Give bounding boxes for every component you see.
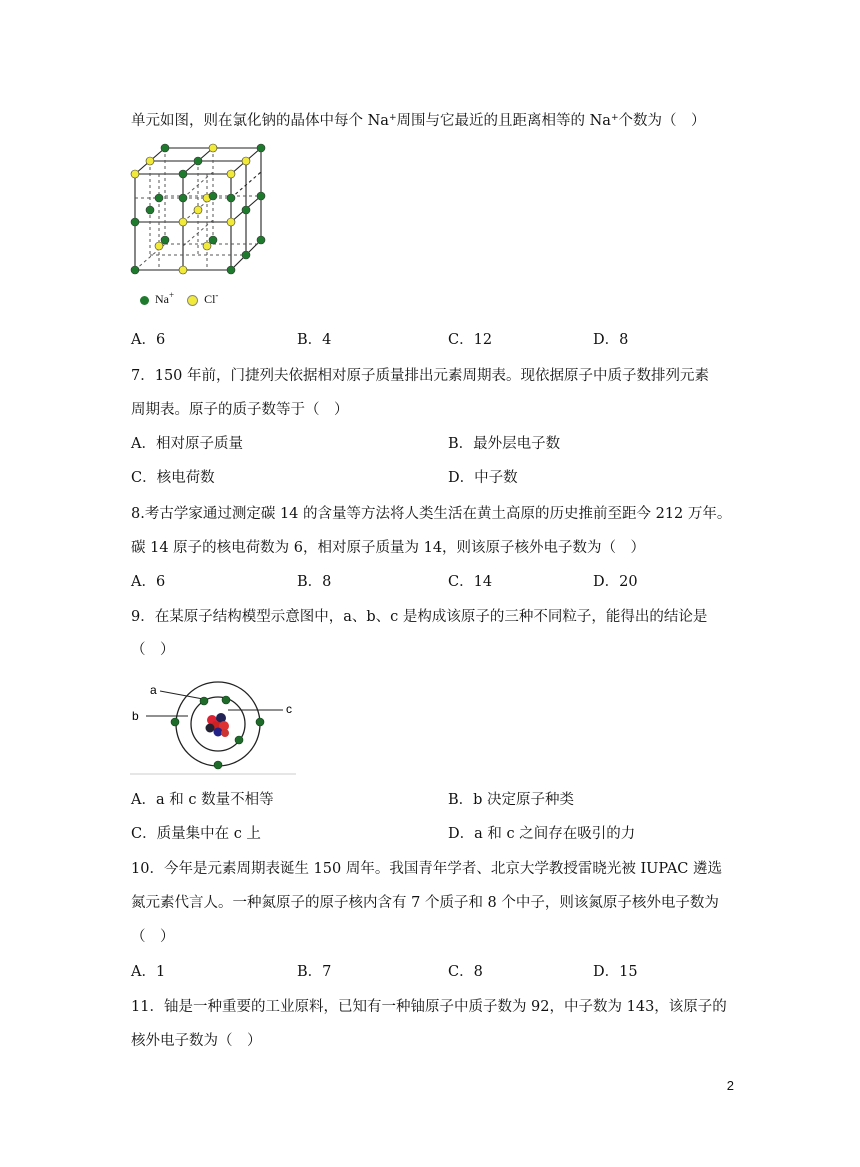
q7-stem-line1: 7．150 年前，门捷列夫依据相对原子质量排出元素周期表。现依据原子中质子数排列元素 <box>131 368 710 384</box>
q10-stem-line2: 氮元素代言人。一种氮原子的原子核内含有 7 个质子和 8 个中子，则该氮原子核外电子数为 <box>131 895 719 911</box>
q7-option-b[interactable]: B．最外层电子数 <box>448 436 561 452</box>
q10-option-b[interactable]: B．7 <box>297 964 332 980</box>
label-a: a <box>150 683 157 697</box>
q9-option-a[interactable]: A．a 和 c 数量不相等 <box>131 792 274 808</box>
q8-option-c[interactable]: C．14 <box>448 574 493 590</box>
nucleus <box>206 713 230 737</box>
q8-option-a[interactable]: A．6 <box>131 574 166 590</box>
q9-option-b[interactable]: B．b 决定原子种类 <box>448 792 575 808</box>
label-b: b <box>132 709 139 723</box>
q6-stem-part: 单元如图，则在氯化钠的晶体中每个 Na <box>131 113 389 129</box>
q6-option-d[interactable]: D．8 <box>593 332 629 348</box>
q6-option-b[interactable]: B．4 <box>297 332 332 348</box>
q9-option-c[interactable]: C．质量集中在 c 上 <box>131 826 261 842</box>
q9-option-d[interactable]: D．a 和 c 之间存在吸引的力 <box>448 826 636 842</box>
q8-option-d[interactable]: D．20 <box>593 574 638 590</box>
q6-sup: + <box>388 113 397 123</box>
q10-option-d[interactable]: D．15 <box>593 964 638 980</box>
q6-stem-part: 周围与它最近的且距离相等的 Na <box>396 113 611 129</box>
q8-stem-line2: 碳 14 原子的核电荷数为 6，相对原子质量为 14，则该原子核外电子数为（ ） <box>131 540 646 556</box>
cl-legend-label: Cl <box>204 292 216 306</box>
q7-stem-line2: 周期表。原子的质子数等于（ ） <box>131 402 349 418</box>
cl-legend-sup: - <box>215 290 219 300</box>
page-number: 2 <box>726 1078 734 1093</box>
q7-option-d[interactable]: D．中子数 <box>448 470 518 486</box>
nacl-crystal-figure <box>128 140 268 280</box>
crystal-legend <box>140 292 218 307</box>
q6-stem-part: 个数为（ ） <box>618 113 706 129</box>
cl-legend-dot <box>187 295 198 306</box>
q10-stem-line1: 10．今年是元素周期表诞生 150 周年。我国青年学者、北京大学教授雷晓光被 IUPAC 遴选 <box>131 861 722 877</box>
q10-option-a[interactable]: A．1 <box>131 964 166 980</box>
q9-stem-line2: （ ） <box>131 642 175 658</box>
q9-stem-line1: 9．在某原子结构模型示意图中，a、b、c 是构成该原子的三种不同粒子，能得出的结论是 <box>131 609 708 625</box>
q6-option-a[interactable]: A．6 <box>131 332 166 348</box>
atom-model-figure <box>128 676 298 776</box>
q7-option-c[interactable]: C．核电荷数 <box>131 470 215 486</box>
na-legend-dot <box>140 296 149 305</box>
na-legend-sup: + <box>169 290 175 300</box>
q6-sup: + <box>610 113 619 123</box>
q10-option-c[interactable]: C．8 <box>448 964 483 980</box>
q11-stem-line1: 11．铀是一种重要的工业原料，已知有一种铀原子中质子数为 92，中子数为 143，该原子的 <box>131 999 727 1015</box>
q8-stem-line1: 8.考古学家通过测定碳 14 的含量等方法将人类生活在黄土高原的历史推前至距今 212 万年。 <box>131 506 732 522</box>
q10-stem-line3: （ ） <box>131 929 175 945</box>
q8-option-b[interactable]: B．8 <box>297 574 332 590</box>
na-legend-label: Na <box>155 292 169 306</box>
label-c: c <box>286 702 292 716</box>
q7-option-a[interactable]: A．相对原子质量 <box>131 436 243 452</box>
q11-stem-line2: 核外电子数为（ ） <box>131 1033 262 1049</box>
q6-option-c[interactable]: C．12 <box>448 332 493 348</box>
q6-stem <box>131 111 706 131</box>
